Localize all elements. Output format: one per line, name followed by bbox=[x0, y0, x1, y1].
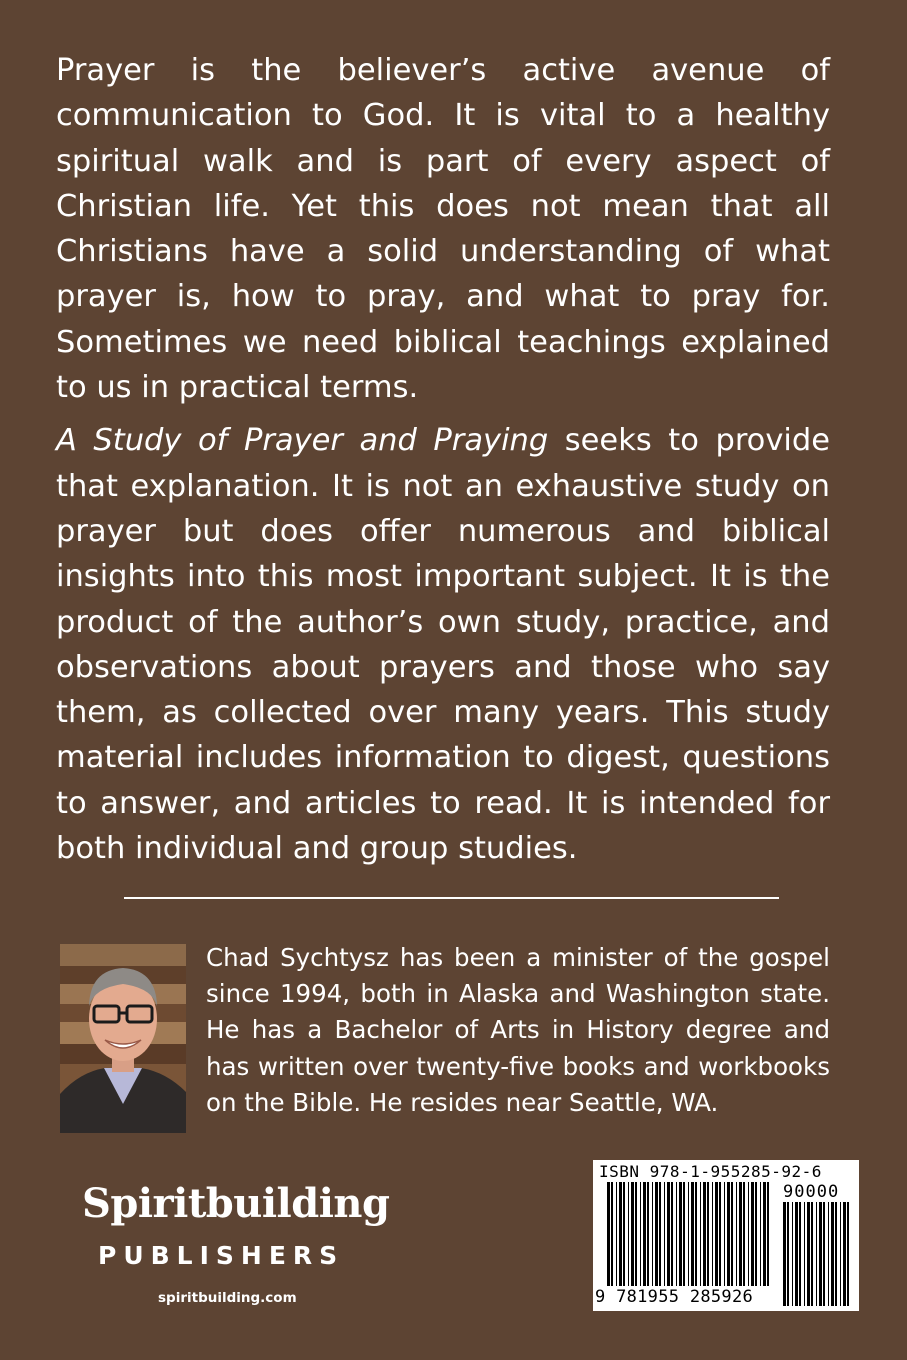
blurb-paragraph-2-text: seeks to provide that explanation. It is not an exhaustive study on prayer but does offer numerous and biblical insights into this most important subject. It is the product of the author’s own study, practice, and observations about prayers and those who say them, as collected over many years. This study material includes information to digest, questions to answer, and articles to read. It is intended for both individual and group studies. bbox=[56, 423, 830, 867]
isbn-number: ISBN 978-1-955285-92-6 bbox=[599, 1162, 822, 1181]
author-bio bbox=[206, 940, 830, 1121]
publisher-url: spiritbuilding.com bbox=[158, 1290, 297, 1306]
barcode-addon-number: 90000 bbox=[783, 1182, 840, 1202]
barcode-ean-number: 9 781955 285926 bbox=[595, 1287, 754, 1307]
divider-line bbox=[124, 897, 779, 899]
author-bio-text: Chad Sychtysz has been a minister of the gospel since 1994, both in Alaska and Washington state. He has a Bachelor of Arts in History degree and has written over twenty-five books and workbooks on the Bible. He resides near Seattle, WA. bbox=[206, 943, 830, 1117]
publisher-name: Spiritbuilding bbox=[82, 1180, 390, 1227]
author-photo bbox=[60, 944, 186, 1133]
isbn-barcode bbox=[593, 1160, 859, 1311]
back-cover-blurb bbox=[56, 48, 830, 871]
publisher-subtitle: PUBLISHERS bbox=[98, 1241, 345, 1270]
blurb-paragraph-2 bbox=[56, 418, 830, 871]
publisher-logo bbox=[80, 1180, 390, 1306]
book-title: A Study of Prayer and Praying bbox=[56, 423, 549, 459]
author-portrait-image bbox=[60, 944, 186, 1133]
blurb-paragraph-1: Prayer is the believer’s active avenue of communication to God. It is vital to a healthy spiritual walk and is part of every aspect of Christian life. Yet this does not mean that all Christians have a solid understanding of what prayer is, how to pray, and what to pray for. Sometimes we need biblical teachings explained to us in practical terms. bbox=[56, 53, 830, 406]
